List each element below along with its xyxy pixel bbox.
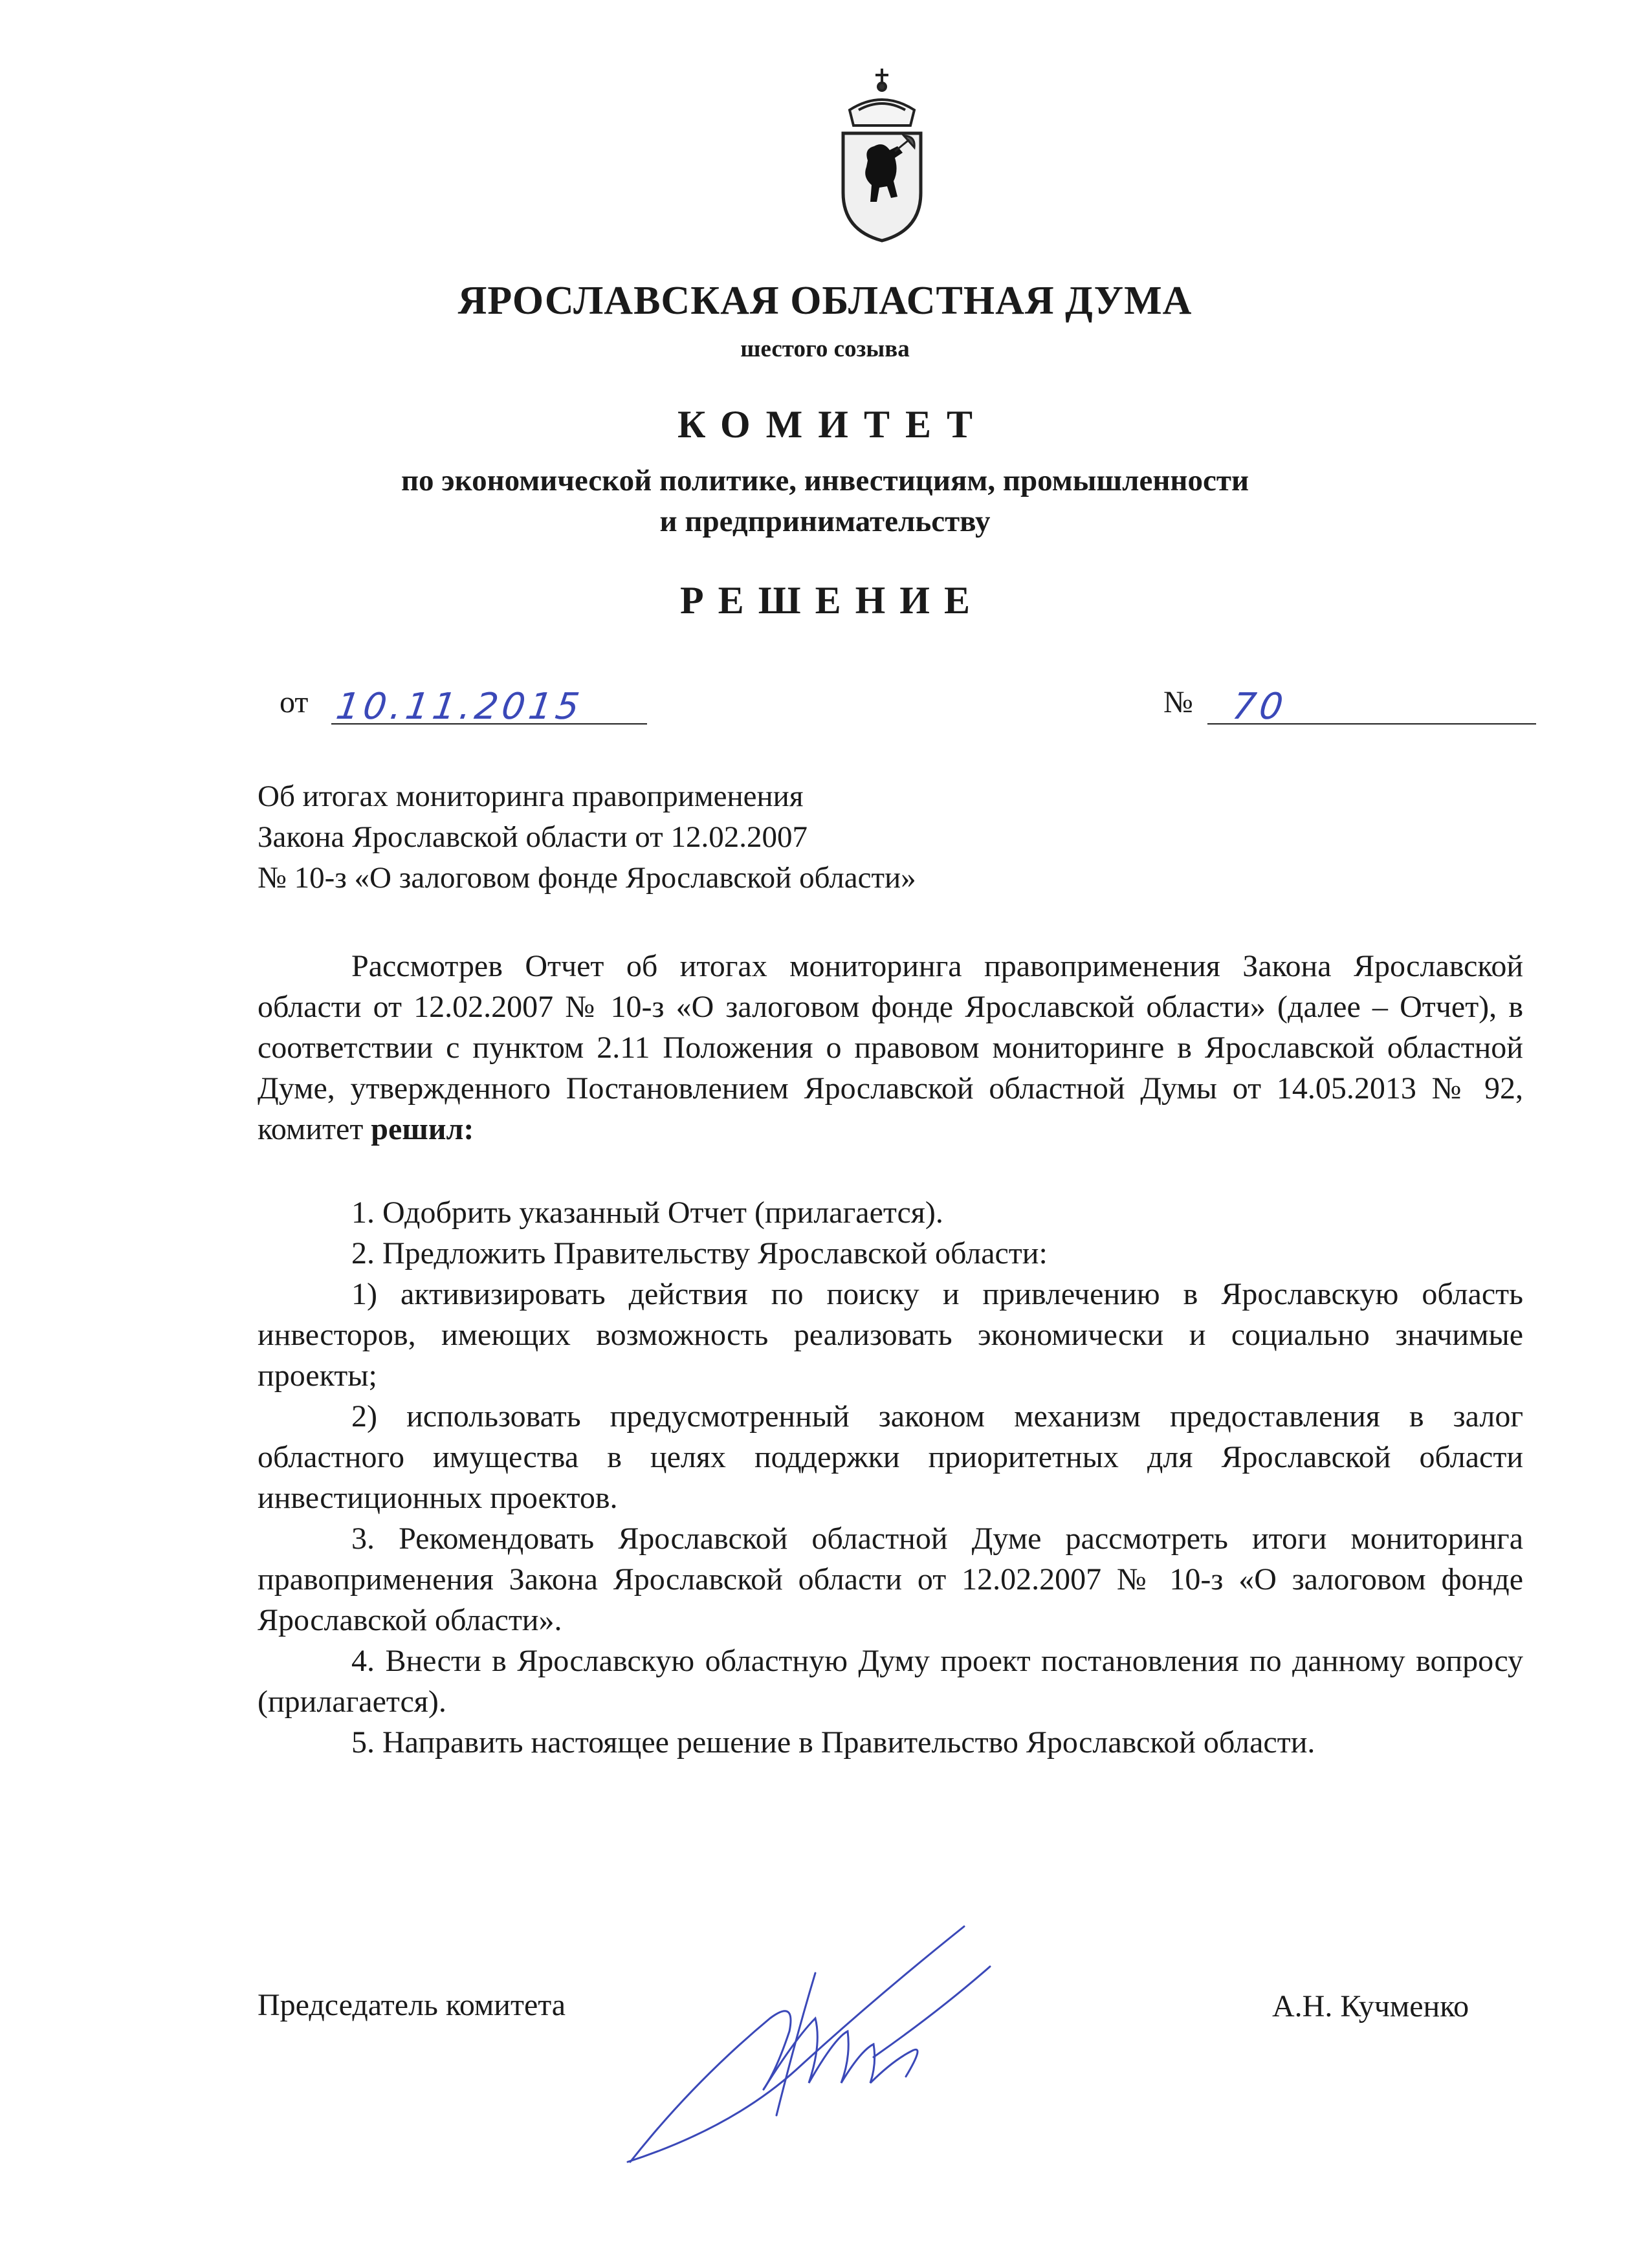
subject-line-1: Об итогах мониторинга правоприменения: [258, 780, 804, 813]
coat-of-arms-icon: [830, 63, 934, 245]
subject-line-2: Закона Ярославской области от 12.02.2007: [258, 820, 808, 854]
signature-icon: [602, 1921, 1003, 2167]
subject-line-3: № 10-з «О залоговом фонде Ярославской области»: [258, 861, 916, 895]
committee-title: КОМИТЕТ: [677, 403, 989, 446]
committee-description: [0, 461, 1650, 542]
item-1: 1. Одобрить указанный Отчет (прилагается).: [351, 1195, 943, 1230]
intro-text: Рассмотрев Отчет об итогах мониторинга правоприменения Закона Ярославской области от 12.02.2007 № 10-з «О залоговом фонде Ярославской области» (далее – Отчет), в соответствии с пунктом 2.11 Положения о правовом мониторинге в Ярославской областной Думе, утвержденного Постановлением Ярославской областной Думы от 14.05.2013 № 92, комитет: [258, 949, 1523, 1146]
subject-block: [258, 776, 1163, 899]
item-3: 3. Рекомендовать Ярославской областной Думе рассмотреть итоги мониторинга правоприменения Закона Ярославской области от 12.02.2007 № 10-з «О залоговом фонде Ярославской области».: [258, 1521, 1523, 1637]
item-5: 5. Направить настоящее решение в Правительство Ярославской области.: [351, 1725, 1315, 1760]
signer-name: А.Н. Кучменко: [1272, 1989, 1469, 2023]
document-type: РЕШЕНИЕ: [680, 579, 984, 622]
number-value: 70: [1229, 686, 1290, 728]
item-2: 2. Предложить Правительству Ярославской области:: [351, 1236, 1048, 1270]
committee-desc-line-1: по экономической политике, инвестициям, промышленности: [401, 464, 1249, 497]
convocation: шестого созыва: [740, 336, 910, 362]
date-label: от: [280, 685, 309, 719]
item-4: 4. Внести в Ярославскую областную Думу проект постановления по данному вопросу (прилагается).: [258, 1644, 1523, 1719]
intro-decision: решил:: [371, 1112, 474, 1146]
body-text: [258, 946, 1523, 1763]
number-label: №: [1163, 685, 1193, 719]
org-name: ЯРОСЛАВСКАЯ ОБЛАСТНАЯ ДУМА: [457, 279, 1193, 323]
committee-desc-line-2: и предпринимательству: [659, 505, 991, 538]
signer-position: Председатель комитета: [258, 1988, 566, 2022]
item-2-1: 1) активизировать действия по поиску и привлечению в Ярославскую область инвесторов, имеющих возможность реализовать экономически и социально значимые проекты;: [258, 1277, 1523, 1393]
date-value: 10.11.2015: [333, 686, 586, 728]
intro-paragraph: [258, 946, 1523, 1150]
item-2-2: 2) использовать предусмотренный законом механизм предоставления в залог областного имущества в целях поддержки приоритетных для Ярославской области инвестиционных проектов.: [258, 1399, 1523, 1515]
